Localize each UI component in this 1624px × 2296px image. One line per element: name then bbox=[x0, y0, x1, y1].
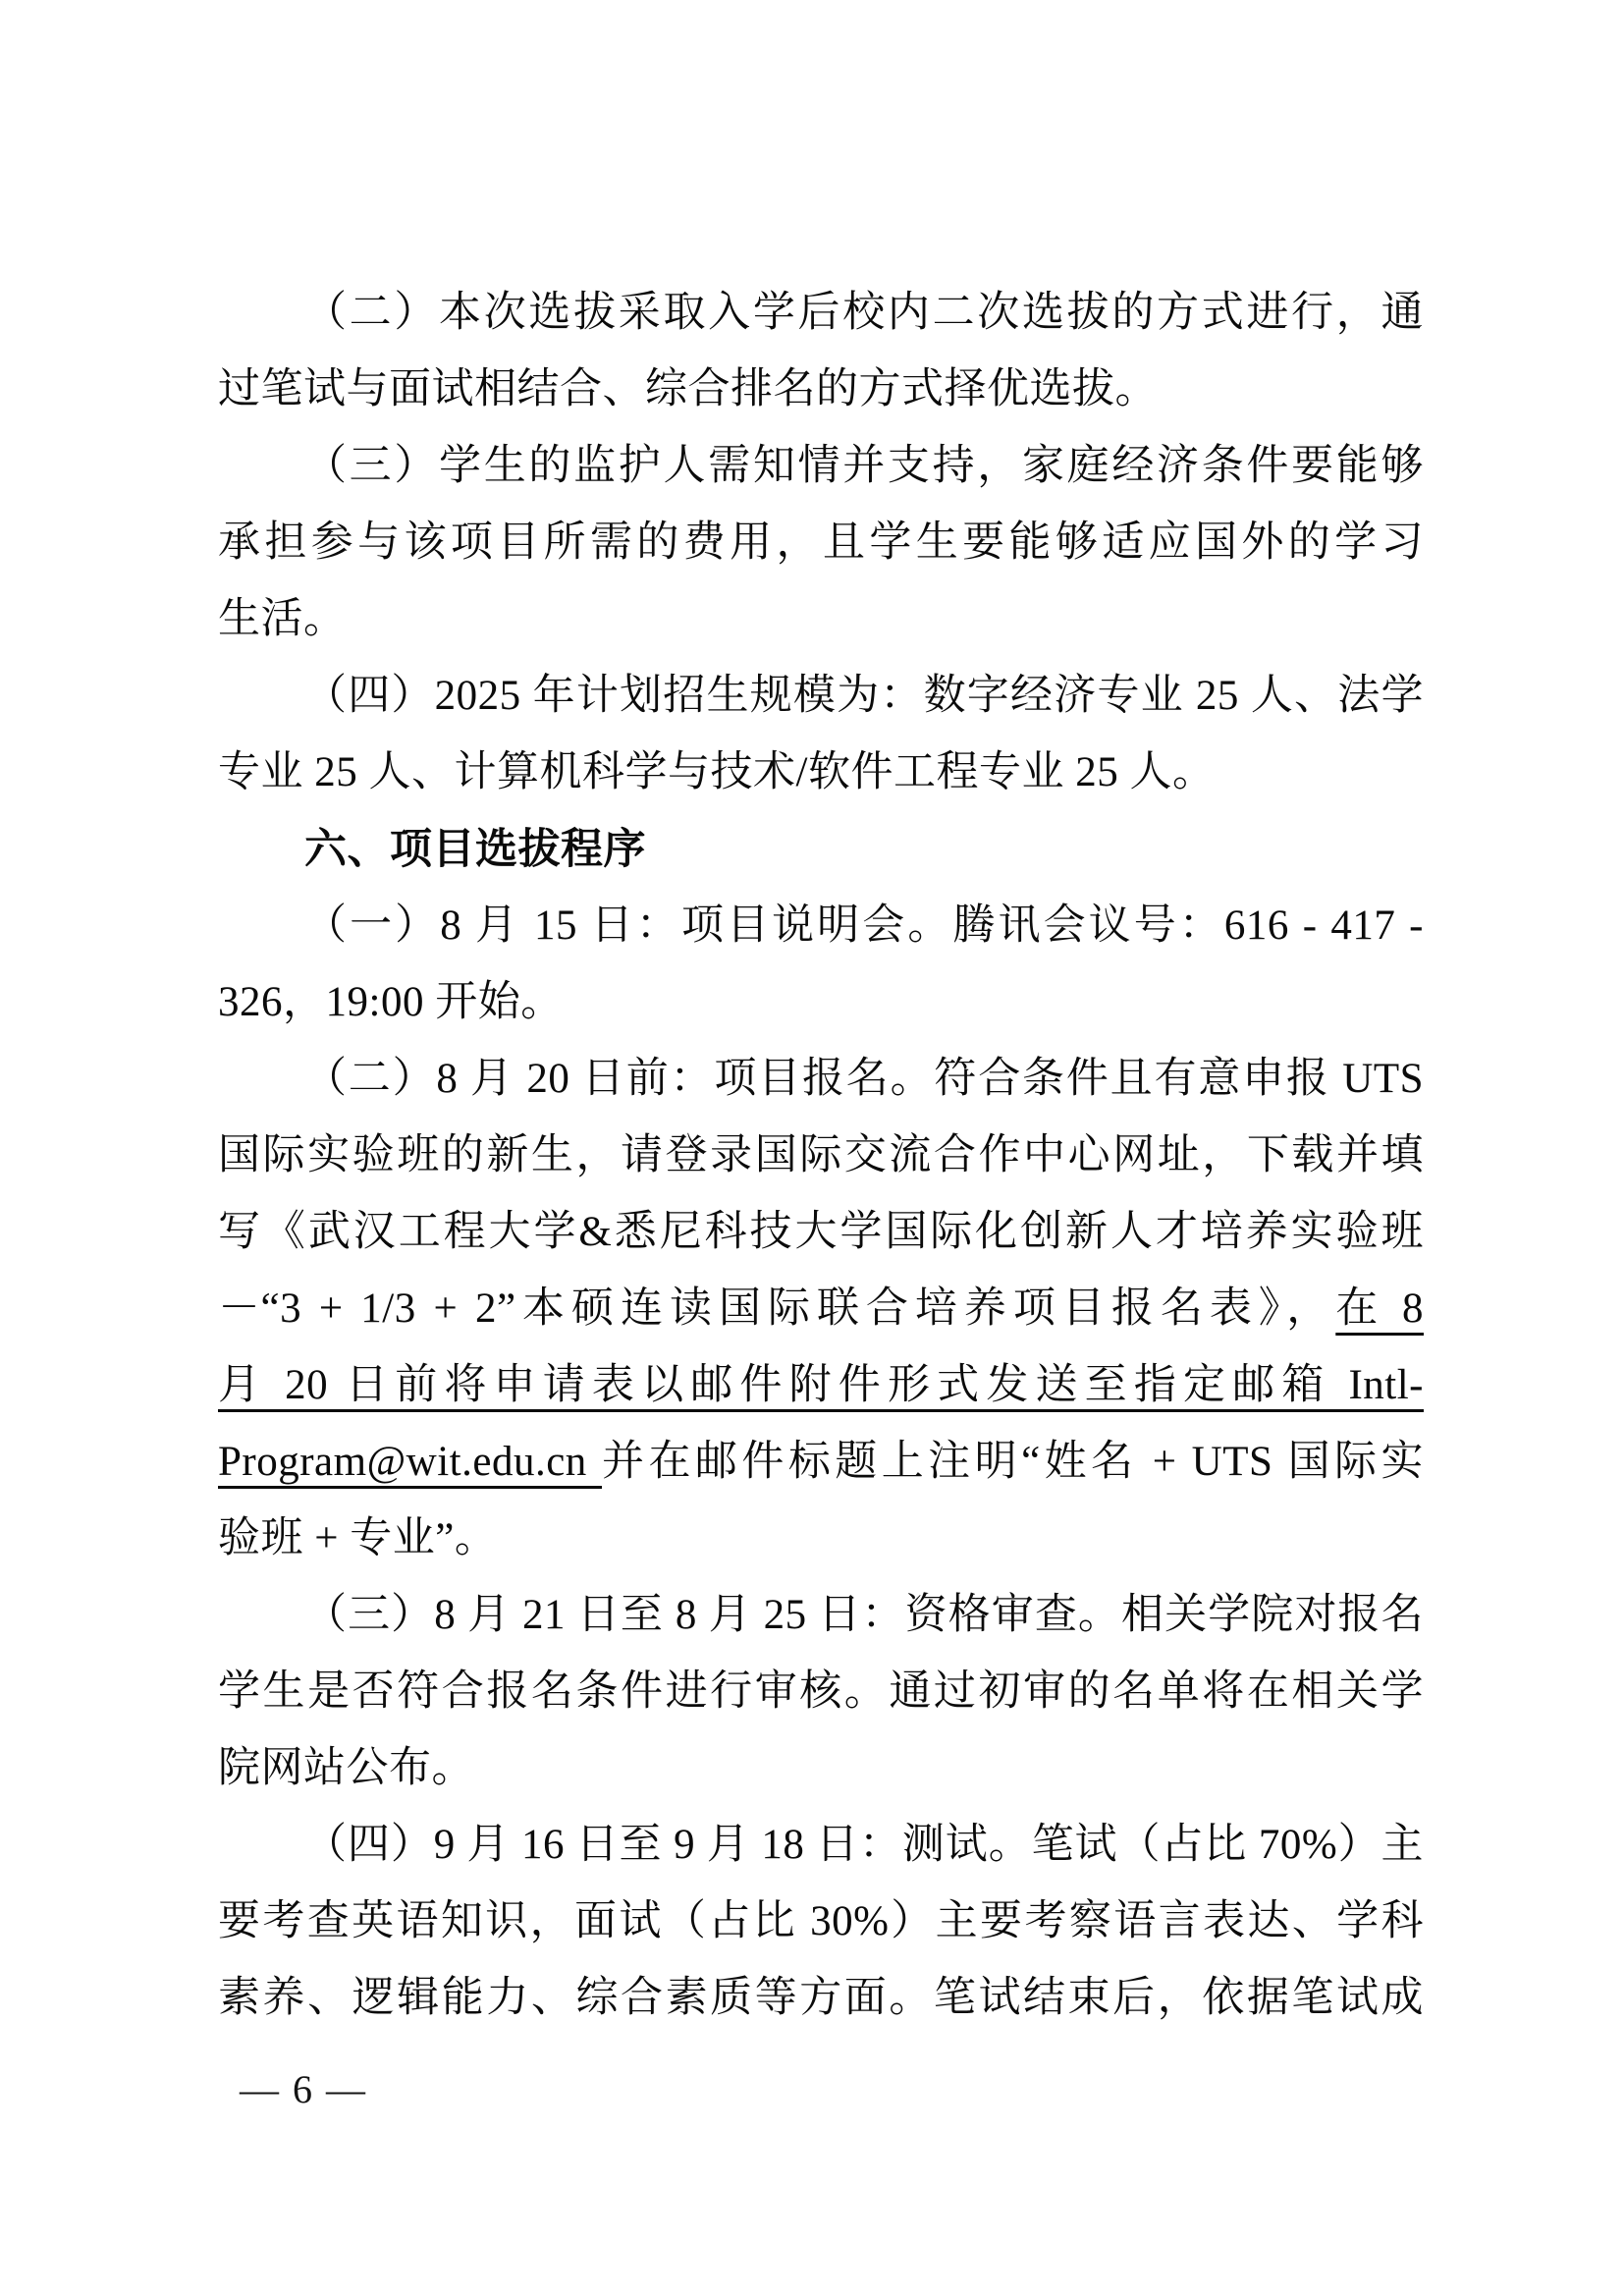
line-text: （二）本次选拔采取入学后校内二次选拔的方式进行，通 bbox=[304, 290, 1424, 336]
text-line bbox=[218, 505, 1424, 581]
line-text: （三）8 月 21 日至 8 月 25 日：资格审查。相关学院对报名 bbox=[304, 1592, 1424, 1638]
line-text: （四）2025 年计划招生规模为：数字经济专业 25 人、法学 bbox=[304, 673, 1424, 719]
line-text: 要考查英语知识，面试（占比 30%）主要考察语言表达、学科 bbox=[218, 1898, 1424, 1944]
underlined-text: 在 8 bbox=[1335, 1285, 1424, 1332]
text-line bbox=[218, 352, 1424, 428]
text-line bbox=[218, 1577, 1424, 1654]
text-line bbox=[218, 1041, 1424, 1118]
text-line bbox=[218, 1194, 1424, 1271]
text-line bbox=[218, 1960, 1424, 2037]
text-line bbox=[218, 428, 1424, 505]
text-line bbox=[218, 1271, 1424, 1347]
line-text: 承担参与该项目所需的费用，且学生要能够适应国外的学习 bbox=[218, 519, 1424, 566]
text-line bbox=[218, 1347, 1424, 1424]
line-text: （四）9 月 16 日至 9 月 18 日：测试。笔试（占比 70%）主 bbox=[304, 1822, 1424, 1868]
text-line bbox=[218, 581, 1424, 658]
text-line bbox=[218, 964, 1424, 1041]
line-text: －“3 + 1/3 + 2”本硕连读国际联合培养项目报名表》， bbox=[218, 1285, 1336, 1332]
line-text: 326，19:00 开始。 bbox=[218, 979, 564, 1025]
line-text: 写《武汉工程大学&悉尼科技大学国际化创新人才培养实验班 bbox=[218, 1209, 1424, 1255]
line-text: 素养、逻辑能力、综合素质等方面。笔试结束后，依据笔试成 bbox=[218, 1975, 1424, 2021]
text-line bbox=[218, 1501, 1424, 1577]
text-line bbox=[218, 1424, 1424, 1501]
text-line bbox=[218, 1807, 1424, 1884]
underlined-text: 月 20 日前将申请表以邮件附件形式发送至指定邮箱 Intl- bbox=[218, 1362, 1424, 1408]
section-heading bbox=[218, 811, 1424, 888]
heading-text: 六、项目选拔程序 bbox=[304, 826, 646, 873]
line-text: 国际实验班的新生，请登录国际交流合作中心网址，下载并填 bbox=[218, 1132, 1424, 1178]
line-text: （一）8 月 15 日：项目说明会。腾讯会议号：616 - 417 - bbox=[304, 902, 1424, 949]
text-line bbox=[218, 888, 1424, 964]
text-line bbox=[218, 1654, 1424, 1730]
text-line bbox=[218, 1118, 1424, 1194]
line-text: 生活。 bbox=[218, 596, 347, 642]
line-text: 过笔试与面试相结合、综合排名的方式择优选拔。 bbox=[218, 366, 1158, 412]
text-line bbox=[218, 658, 1424, 735]
line-text: （三）学生的监护人需知情并支持，家庭经济条件要能够 bbox=[304, 443, 1424, 489]
line-text: 并在邮件标题上注明“姓名 + UTS 国际实 bbox=[602, 1439, 1424, 1485]
line-text: 专业 25 人、计算机科学与技术/软件工程专业 25 人。 bbox=[218, 749, 1216, 795]
text-line bbox=[218, 275, 1424, 352]
line-text: （二）8 月 20 日前：项目报名。符合条件且有意申报 UTS bbox=[304, 1056, 1424, 1102]
text-line bbox=[218, 1884, 1424, 1960]
text-line bbox=[218, 1730, 1424, 1807]
line-text: 验班 + 专业”。 bbox=[218, 1515, 498, 1561]
page-number: — 6 — bbox=[240, 2067, 367, 2111]
document-page bbox=[218, 275, 1424, 2037]
line-text: 学生是否符合报名条件进行审核。通过初审的名单将在相关学 bbox=[218, 1668, 1424, 1715]
line-text: 院网站公布。 bbox=[218, 1745, 474, 1791]
underlined-email-text: Program@wit.edu.cn bbox=[218, 1439, 603, 1485]
text-line bbox=[218, 735, 1424, 811]
